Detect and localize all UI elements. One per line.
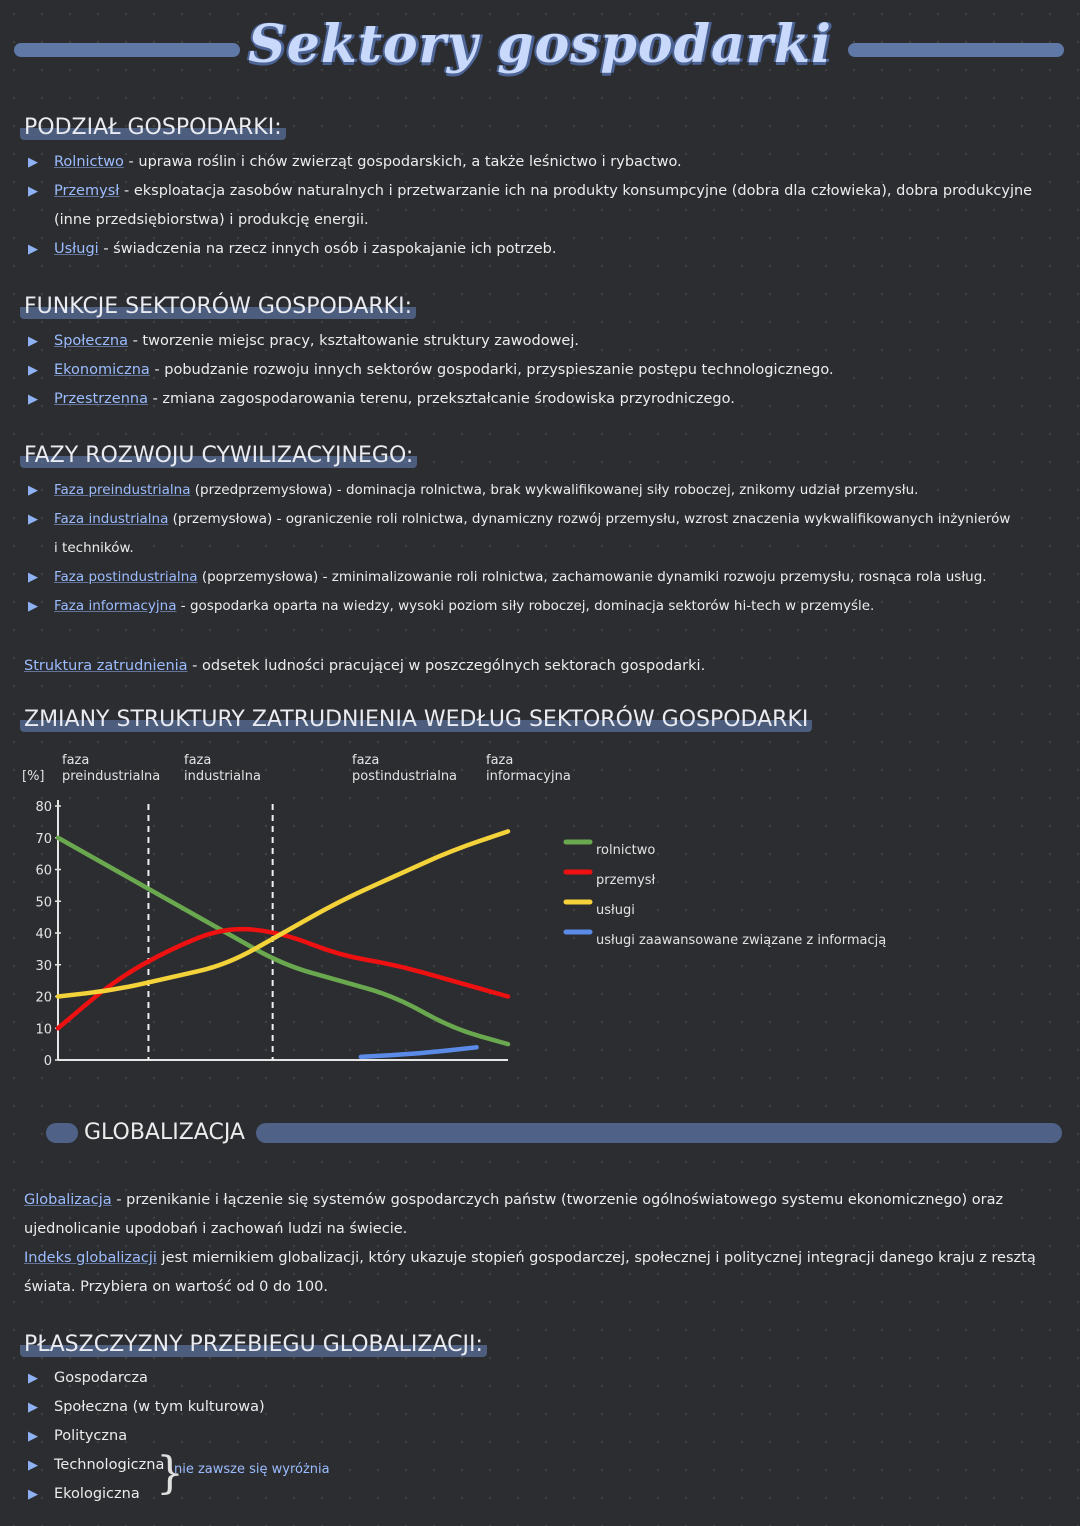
phase-label: faza [352, 753, 380, 768]
definition-text: - odsetek ludności pracującej w poszczególnych sektorach gospodarki. [187, 658, 706, 674]
phase-label: faza [184, 753, 212, 768]
series-line-2 [58, 831, 508, 996]
item-text: (przedprzemysłowa) - dominacja rolnictwa, brak wykwalifikowanej siły roboczej, znikomy udział przemysłu. [190, 482, 919, 498]
item-text: Gospodarcza [54, 1370, 148, 1386]
phase-label: industrialna [184, 769, 261, 784]
y-tick-label: 30 [35, 958, 52, 974]
paragraph-line: świata. Przybiera on wartość od 0 do 100. [24, 1279, 328, 1295]
paragraph-text: - przenikanie i łączenie się systemów gospodarczych państw (tworzenie ogólnoświatowego systemu ekonomicznego) oraz [111, 1192, 1004, 1208]
triangle-bullet-icon: ▶ [28, 363, 38, 378]
legend-label: przemysł [596, 873, 656, 888]
term: Faza industrialna [54, 511, 169, 527]
item-text: - zmiana zagospodarowania terenu, przekształcanie środowiska przyrodniczego. [147, 391, 735, 407]
phase-label: informacyjna [486, 769, 571, 784]
triangle-bullet-icon: ▶ [28, 1487, 38, 1502]
list-item [28, 235, 1032, 264]
y-tick-label: 80 [35, 800, 52, 815]
triangle-bullet-icon: ▶ [28, 1458, 38, 1473]
paragraph-text: jest miernikiem globalizacji, który ukazuje stopień gospodarczej, społecznej i politycznej integracji danego kraju z resztą [156, 1250, 1036, 1266]
item-text: - tworzenie miejsc pracy, kształtowanie struktury zawodowej. [127, 333, 579, 349]
list-item [28, 1422, 265, 1451]
y-tick-label: 50 [35, 895, 52, 911]
paragraph-line: ujednolicanie upodobań i zachowań ludzi na świecie. [24, 1221, 408, 1237]
legend-label: rolnictwo [596, 843, 656, 858]
term: Rolnictwo [54, 154, 124, 170]
triangle-bullet-icon: ▶ [28, 1371, 38, 1386]
term: Faza preindustrialna [54, 482, 191, 498]
term: Usługi [54, 241, 99, 257]
term: Globalizacja [24, 1192, 112, 1208]
structure-definition [24, 652, 705, 681]
series-line-1 [58, 929, 508, 1028]
phase-label: preindustrialna [62, 769, 161, 784]
y-axis-label: [%] [22, 769, 45, 784]
y-tick-label: 20 [35, 990, 52, 1006]
employment-chart [0, 740, 1080, 1080]
item-text: (przemysłowa) - ograniczenie roli rolnictwa, dynamiczny rozwój przemysłu, wzrost znaczenia wykwalifikowanych inżynierów [168, 511, 1011, 527]
series-line-3 [361, 1047, 477, 1057]
paragraph-line [24, 1186, 1036, 1215]
list-item [28, 148, 1032, 177]
term: Przestrzenna [54, 391, 148, 407]
item-text: - pobudzanie rozwoju innych sektorów gospodarki, przyspieszanie postępu technologicznego. [149, 362, 834, 378]
item-text: - eksploatacja zasobów naturalnych i przetwarzanie ich na produkty konsumpcyjne (dobra dla człowieka), dobra produkcyjne [119, 183, 1033, 199]
list-item [28, 327, 834, 356]
paragraph-line [24, 1244, 1036, 1273]
item-text: Polityczna [54, 1428, 128, 1444]
heading-funkcje: FUNKCJE SEKTORÓW GOSPODARKI: [20, 294, 416, 319]
term: Struktura zatrudnienia [24, 658, 188, 674]
item-text: Technologiczna [54, 1457, 165, 1473]
triangle-bullet-icon: ▶ [28, 334, 38, 349]
triangle-bullet-icon: ▶ [28, 242, 38, 257]
list-item [28, 356, 834, 385]
list-item-continuation: (inne przedsiębiorstwa) i produkcję energii. [54, 212, 369, 228]
list-item [28, 505, 1010, 534]
triangle-bullet-icon: ▶ [28, 155, 38, 170]
list-item [28, 563, 1010, 592]
curly-brace-icon: } [156, 1448, 184, 1499]
item-text: Ekologiczna [54, 1486, 140, 1502]
term: Faza postindustrialna [54, 569, 198, 585]
series-line-0 [58, 838, 508, 1044]
item-text: Społeczna (w tym kulturowa) [54, 1399, 265, 1415]
item-text: (poprzemysłowa) - zminimalizowanie roli rolnictwa, zachamowanie dynamiki rozwoju przemysłu, rosnąca rola usług. [197, 569, 987, 585]
item-text: - gospodarka oparta na wiedzy, wysoki poziom siły roboczej, dominacja sektorów hi-tech w przemyśle. [176, 598, 875, 614]
list-item [28, 1480, 265, 1509]
section-bar-right [256, 1123, 1062, 1143]
globalization-text [24, 1186, 1036, 1302]
triangle-bullet-icon: ▶ [28, 392, 38, 407]
section2-list [28, 327, 834, 414]
section1-list [28, 148, 1032, 264]
legend-label: usługi [596, 903, 635, 918]
triangle-bullet-icon: ▶ [28, 512, 38, 527]
phase-label: faza [486, 753, 514, 768]
triangle-bullet-icon: ▶ [28, 1400, 38, 1415]
item-text: - uprawa roślin i chów zwierząt gospodarskich, a także leśnictwo i rybactwo. [123, 154, 682, 170]
section3-list [28, 476, 1010, 621]
term: Przemysł [54, 183, 120, 199]
term: Indeks globalizacji [24, 1250, 157, 1266]
triangle-bullet-icon: ▶ [28, 570, 38, 585]
globalization-heading: GLOBALIZACJA [84, 1120, 245, 1145]
list-item [28, 1364, 265, 1393]
y-tick-label: 70 [35, 831, 52, 847]
term: Ekonomiczna [54, 362, 150, 378]
legend-label: usługi zaawansowane związane z informacją [596, 933, 887, 948]
list-item [28, 1393, 265, 1422]
list-item [28, 592, 1010, 621]
phase-label: faza [62, 753, 90, 768]
y-tick-label: 40 [35, 927, 52, 942]
term: Społeczna [54, 333, 128, 349]
triangle-bullet-icon: ▶ [28, 184, 38, 199]
item-text: - świadczenia na rzecz innych osób i zaspokajanie ich potrzeb. [98, 241, 557, 257]
list-item [28, 177, 1032, 206]
heading-zmiany: ZMIANY STRUKTURY ZATRUDNIENIA WEDŁUG SEKTORÓW GOSPODARKI [20, 707, 812, 732]
triangle-bullet-icon: ▶ [28, 1429, 38, 1444]
section5-list [28, 1364, 265, 1509]
heading-plaszczyzny: PŁASZCZYZNY PRZEBIEGU GLOBALIZACJI: [20, 1332, 487, 1357]
list-item [28, 476, 1010, 505]
term: Faza informacyjna [54, 598, 177, 614]
heading-fazy: FAZY ROZWOJU CYWILIZACYJNEGO: [20, 443, 417, 468]
section-bar-left [46, 1123, 78, 1143]
y-tick-label: 60 [35, 863, 52, 879]
y-tick-label: 0 [43, 1054, 52, 1069]
list-item [28, 385, 834, 414]
y-tick-label: 10 [35, 1022, 52, 1038]
triangle-bullet-icon: ▶ [28, 483, 38, 498]
heading-podzial: PODZIAŁ GOSPODARKI: [20, 115, 286, 140]
list-item-continuation: i techników. [54, 540, 134, 556]
triangle-bullet-icon: ▶ [28, 599, 38, 614]
phase-label: postindustrialna [352, 769, 458, 784]
brace-note: nie zawsze się wyróżnia [174, 1462, 330, 1477]
page-title: Sektory gospodarki [248, 14, 832, 75]
